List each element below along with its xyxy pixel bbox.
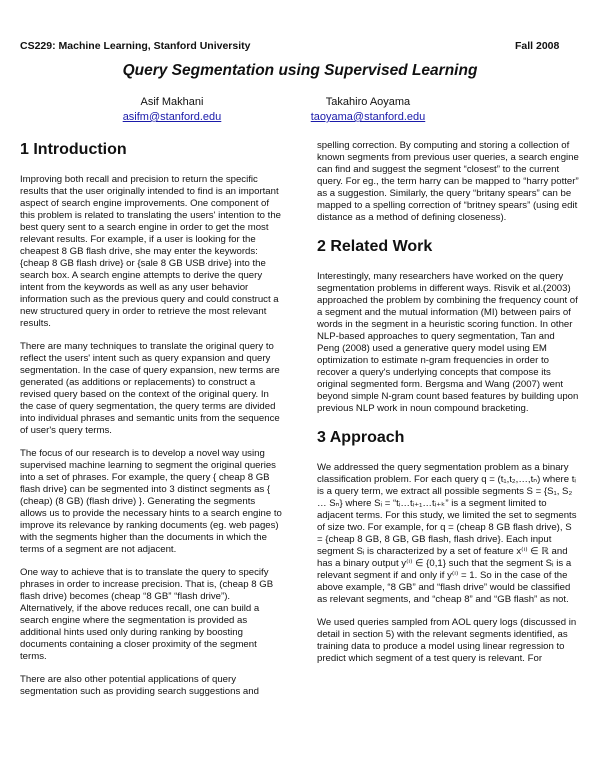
related-work-paragraph: Interestingly, many researchers have worked on the query segmentation problems in different ways. Risvik et al.(2003) approached the problem by combining the frequency count of a segment and the mutual information (MI) between pairs of words in the segment in a heuristic scoring function. In other NLP-based approaches to query segmentation, Tan and Peng (2008) used a generative query model using EM optimization to estimate n-gram frequencies in order to recover a query's underlying concepts that compose its original segmented form. Bergsma and Wang (2007) went beyond simple N-gram count based features by building upon previous NLP work in noun compound bracketing. (317, 271, 579, 414)
author-2-email[interactable]: taoyama@stanford.edu (310, 111, 426, 123)
intro-paragraph-2: There are many techniques to translate the original query to reflect the users' intent such as query expansion and query segmentation. In the case of query expansion, new terms are generated (as additions or replacements) to construct a revised query based on the context of the original query. In the case of query segmentation, the query terms are divided into individual phrases and semantic units from the sequence of user's query terms. (20, 341, 280, 436)
author-2 (268, 96, 468, 123)
course-header: CS229: Machine Learning, Stanford University (20, 40, 251, 52)
intro-paragraph-1: Improving both recall and precision to return the specific results that the user originally intended to find is an important aspect of search engine improvements. One component of this problem is related to translating the users' intention to the best query sent to a search engine in order to get the most relevant results. For example, if a user is looking for the cheapest 8 GB flash drive, she may enter the keywords: {cheap 8 GB flash drive} or {sale 8 GB USB drive} into the search box. A search engine attempts to derive the query intent from the keywords as well as any user behavior information such as the previous query and could construct a new structured query in order to retrieve the most relevant results. (20, 174, 282, 329)
author-2-name: Takahiro Aoyama (325, 96, 411, 108)
intro-paragraph-4: One way to achieve that is to translate the query to specify phrases in order to increase precision. That is, (cheap 8 GB flash drive) becomes (cheap “8 GB” “flash drive”). Alternatively, if the above reduces recall, one can build a search engine where the segmentation is provided as additional hints used only during ranking by boosting documents containing a closer proximity of the segment terms. (20, 567, 274, 662)
section-1-heading: 1 Introduction (20, 141, 127, 158)
author-1-email[interactable]: asifm@stanford.edu (122, 111, 222, 123)
author-1-name: Asif Makhani (140, 96, 204, 108)
section-3-heading: 3 Approach (317, 429, 405, 446)
intro-paragraph-5: There are also other potential applications of query segmentation such as providing search suggestions and (20, 674, 259, 697)
term-header: Fall 2008 (515, 40, 560, 52)
approach-paragraph-2: We used queries sampled from AOL query logs (discussed in detail in section 5) with the relevant segments identified, as training data to produce a model using linear regression to predict which segment of a test query is relevant. For (317, 617, 577, 664)
left-column (20, 140, 282, 709)
paper-title: Query Segmentation using Supervised Learning (122, 62, 478, 79)
approach-paragraph-1: We addressed the query segmentation problem as a binary classification problem. For each query q = (t₁,t₂,…,tₙ) where tᵢ is a query term, we extract all possible segments S = {S₁, S₂ … Sₙ} where Sᵢ = “tᵢ…tᵢ₊₁…tᵢ₊ₖ” is a segment limited to adjacent terms. For this study, we limited the set to segments of size two. For example, for q = (cheap 8 GB flash drive), S = {cheap 8 GB, 8 GB, GB flash, flash drive}. Each input segment Sᵢ is characterized by a set of feature x⁽ⁱ⁾ ∈ ℝ and has a binary output y⁽ⁱ⁾ ∈ {0,1} such that the segment Sᵢ is a relevant segment if and only if y⁽ⁱ⁾ = 1. So in the case of the above example, “8 GB” and “flash drive” would be classified as relevant segments, and “cheap 8” and “GB flash” as not. (317, 462, 577, 605)
section-2-heading: 2 Related Work (317, 238, 433, 255)
intro-continuation: spelling correction. By computing and storing a collection of known segments from previous user queries, a search engine can find and suggest the segment “closest” to the current query. For eg., the term harry can be mapped to “harry potter” as a suggestion. Similarly, the query “britany spears” can be mapped to a spelling correction of “britney spears” (using edit distance as a method of defining closeness). (317, 140, 579, 223)
intro-paragraph-3: The focus of our research is to develop a novel way using supervised machine learning to segment the original queries into a set of phrases. For example, the query { cheap 8 GB flash drive} can be segmented into 3 distinct segments as { (cheap) (8 GB) (flash drive) }. Generating the segments allows us to provide the necessary hints to a search engine to improve its relevance by ranking documents (eg. web pages) with the segments higher than the documents in which the terms of a segment are not adjacent. (20, 448, 282, 555)
right-column (317, 140, 579, 676)
author-1 (72, 96, 272, 123)
